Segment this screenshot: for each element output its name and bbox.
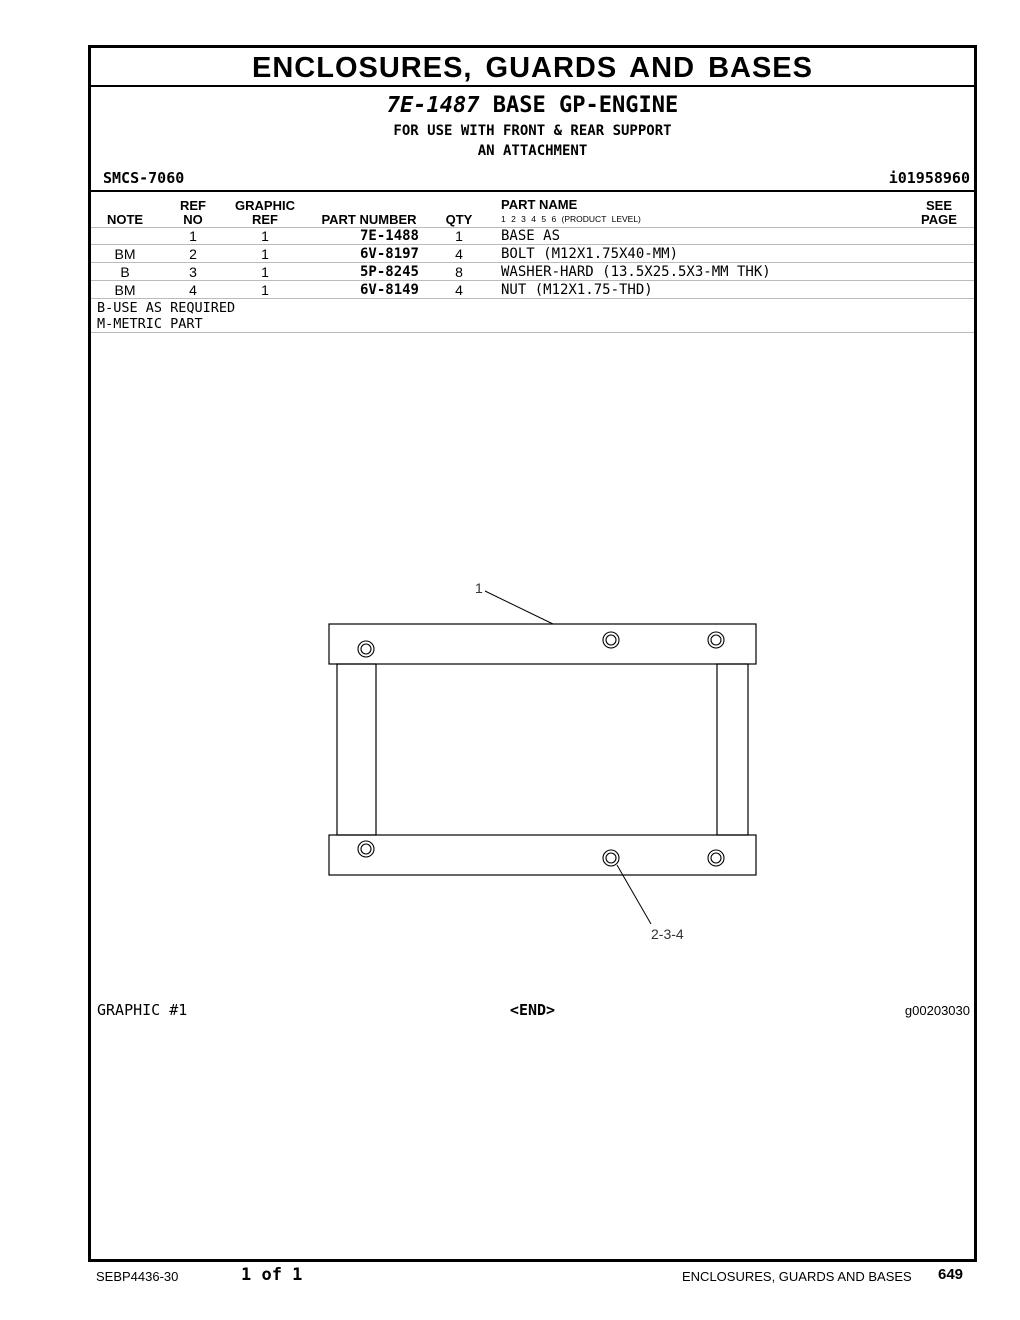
col-see-bottom: PAGE bbox=[921, 212, 957, 227]
footer-document-number: SEBP4436-30 bbox=[96, 1269, 179, 1284]
part-title-text: BASE GP-ENGINE bbox=[492, 93, 679, 118]
bolt-icon bbox=[358, 841, 374, 857]
page-frame bbox=[88, 45, 977, 1262]
smcs-code: SMCS-7060 bbox=[103, 169, 185, 187]
leader-line-2 bbox=[617, 865, 651, 924]
base-assembly-drawing bbox=[91, 48, 974, 1259]
col-see-top: SEE bbox=[925, 198, 952, 213]
col-graphic-top: GRAPHIC bbox=[235, 198, 295, 213]
rear-support-bar bbox=[329, 835, 756, 875]
row-qty: 1 bbox=[455, 228, 463, 244]
col-ref-bottom: NO bbox=[183, 212, 203, 227]
note-use-as-required: B-USE AS REQUIRED bbox=[97, 300, 236, 316]
leader-line-1 bbox=[485, 591, 553, 624]
row-ref: 2 bbox=[189, 246, 197, 262]
row-part-number: 6V-8197 bbox=[359, 246, 419, 262]
row-qty: 4 bbox=[455, 282, 463, 298]
row-graphic: 1 bbox=[261, 228, 269, 244]
col-part-name: PART NAME bbox=[501, 197, 578, 212]
usage-line-2: AN ATTACHMENT bbox=[477, 143, 588, 159]
row-note: B bbox=[120, 264, 130, 280]
graphic-label: GRAPHIC #1 bbox=[97, 1001, 188, 1019]
row-part-number: 7E-1488 bbox=[359, 228, 419, 244]
row-note: BM bbox=[114, 282, 136, 298]
row-qty: 4 bbox=[455, 246, 463, 262]
row-part-name: BOLT (M12X1.75X40-MM) bbox=[501, 246, 679, 262]
col-ref-top: REF bbox=[180, 198, 206, 213]
usage-line-1: FOR USE WITH FRONT & REAR SUPPORT bbox=[393, 123, 672, 139]
col-note: NOTE bbox=[106, 212, 144, 227]
bolt-icon bbox=[603, 850, 619, 866]
row-note: BM bbox=[114, 246, 136, 262]
note-metric-part: M-METRIC PART bbox=[97, 316, 203, 332]
part-number: 7E-1487 bbox=[386, 93, 480, 118]
bolt-icon bbox=[708, 850, 724, 866]
right-rail bbox=[717, 664, 748, 835]
left-rail bbox=[337, 664, 376, 835]
row-part-number: 5P-8245 bbox=[359, 264, 419, 280]
graphic-id: g00203030 bbox=[904, 1003, 970, 1018]
row-graphic: 1 bbox=[261, 246, 269, 262]
front-support-bar bbox=[329, 624, 756, 664]
col-graphic-bottom: REF bbox=[252, 212, 278, 227]
row-qty: 8 bbox=[455, 264, 463, 280]
row-graphic: 1 bbox=[261, 282, 269, 298]
document-id: i01958960 bbox=[888, 169, 970, 187]
bolt-icon bbox=[603, 632, 619, 648]
row-part-name: WASHER-HARD (13.5X25.5X3-MM THK) bbox=[501, 264, 771, 280]
col-part-number: PART NUMBER bbox=[321, 212, 417, 227]
footer-page-count: 1 of 1 bbox=[241, 1265, 303, 1285]
footer-page-number: 649 bbox=[938, 1266, 964, 1283]
bolt-icon bbox=[708, 632, 724, 648]
row-part-name: NUT (M12X1.75-THD) bbox=[501, 282, 653, 298]
callout-2-3-4: 2-3-4 bbox=[651, 926, 684, 942]
col-qty: QTY bbox=[445, 212, 473, 227]
footer-section-title: ENCLOSURES, GUARDS AND BASES bbox=[682, 1269, 912, 1284]
row-ref: 4 bbox=[189, 282, 197, 298]
row-part-number: 6V-8149 bbox=[359, 282, 419, 298]
end-marker: <END> bbox=[509, 1001, 556, 1019]
row-graphic: 1 bbox=[261, 264, 269, 280]
row-ref: 1 bbox=[189, 228, 197, 244]
row-part-name: BASE AS bbox=[501, 228, 561, 244]
col-product-levels: 1 2 3 4 5 6 (PRODUCT LEVEL) bbox=[501, 214, 641, 224]
bolt-icon bbox=[358, 641, 374, 657]
callout-1: 1 bbox=[475, 580, 483, 596]
section-title: ENCLOSURES, GUARDS AND BASES bbox=[91, 48, 974, 87]
row-ref: 3 bbox=[189, 264, 197, 280]
